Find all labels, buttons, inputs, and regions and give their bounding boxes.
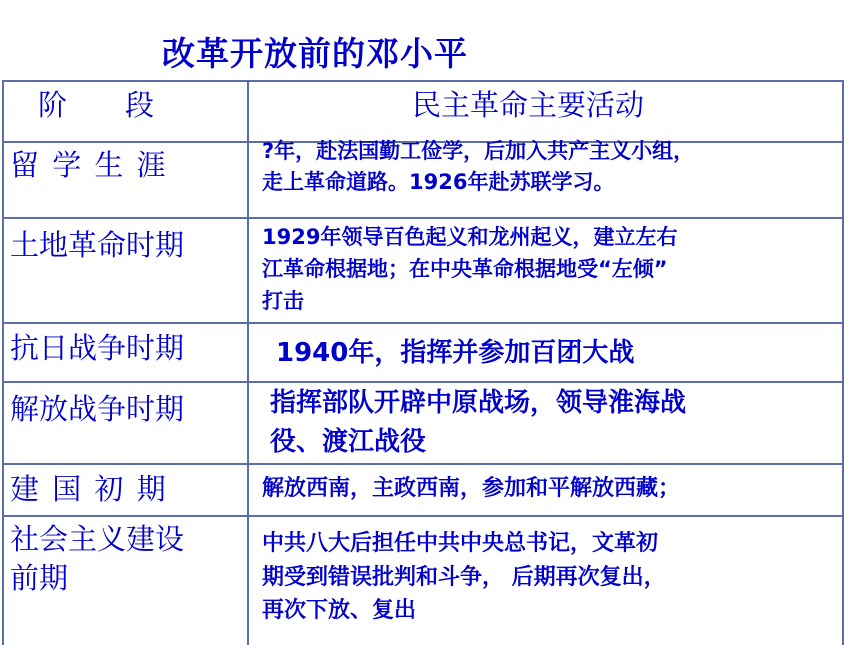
header-activity: 民主革命主要活动 — [412, 88, 645, 122]
stage-label: 解放战争时期 — [10, 392, 185, 426]
row-divider — [2, 217, 844, 219]
activity-line: 打击 — [262, 289, 304, 313]
page-title: 改革开放前的邓小平 — [162, 34, 468, 73]
stage-label: 社会主义建设 — [10, 522, 185, 556]
activity-line: ?年，赴法国勤工俭学，后加入共产主义小组， — [262, 139, 695, 163]
stage-label: 抗日战争时期 — [10, 331, 185, 365]
activity-line: 走上革命道路。1926年赴苏联学习。 — [262, 170, 615, 194]
activity-line: 期受到错误批判和斗争， 后期再次复出， — [262, 565, 666, 590]
activity-line: 指挥部队开辟中原战场，领导淮海战 — [270, 388, 687, 418]
table-border-top — [2, 80, 844, 82]
activity-line: 中共八大后担任中共中央总书记，文革初 — [262, 531, 659, 556]
table-border-left — [2, 80, 4, 645]
stage-label: 建 国 初 期 — [10, 472, 168, 506]
row-divider — [2, 463, 844, 465]
stage-label: 土地革命时期 — [10, 228, 185, 262]
table-column-divider — [247, 80, 249, 645]
stage-label: 前期 — [10, 561, 69, 595]
activity-line: 江革命根据地；在中央革命根据地受“左倾” — [262, 257, 668, 281]
activity-line: 再次下放、复出 — [262, 598, 417, 623]
header-stage: 阶 段 — [38, 88, 155, 122]
row-divider — [2, 381, 844, 383]
activity-line: 1929年领导百色起义和龙州起义，建立左右 — [262, 225, 678, 249]
activity-line: 1940年，指挥并参加百团大战 — [276, 338, 635, 368]
table-border-right — [842, 80, 844, 645]
activity-line: 解放西南，主政西南，参加和平解放西藏； — [262, 476, 681, 501]
row-divider — [2, 322, 844, 324]
row-divider — [2, 515, 844, 517]
activity-line: 役、渡江战役 — [270, 427, 427, 457]
stage-label: 留 学 生 涯 — [10, 148, 168, 182]
